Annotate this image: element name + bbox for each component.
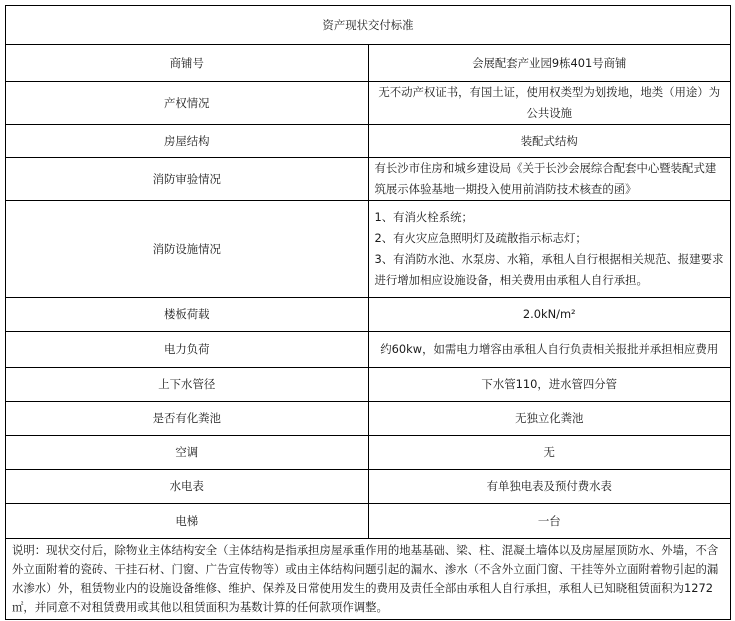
note-row	[6, 539, 731, 620]
fire-facility-item: 2、有火灾应急照明灯及疏散指示标志灯；	[374, 231, 587, 245]
delivery-standard-table	[5, 5, 731, 620]
row-label-floor-load: 楼板荷载	[6, 298, 369, 332]
row-value-power-load: 约60kw，如需电力增容由承租人自行负责相关报批并承担相应费用	[368, 332, 731, 368]
row-label-fire-facilities: 消防设施情况	[6, 201, 369, 298]
fire-facility-item: 3、有消防水池、水泵房、水箱，承租人自行根据相关规范、报建要求进行增加相应设施设备，相关费用由承租人自行承担。	[374, 252, 724, 287]
table-row	[6, 436, 731, 470]
table-row	[6, 504, 731, 539]
table-row	[6, 158, 731, 201]
title-row	[6, 6, 731, 45]
fire-facility-item: 1、有消火栓系统；	[374, 210, 473, 224]
row-label-property-rights: 产权情况	[6, 82, 369, 125]
row-label-septic-tank: 是否有化粪池	[6, 402, 369, 436]
row-value-fire-facilities	[368, 201, 731, 298]
row-value-elevator: 一台	[368, 504, 731, 539]
table-row	[6, 332, 731, 368]
row-label-power-load: 电力负荷	[6, 332, 369, 368]
table-row	[6, 402, 731, 436]
table-title: 资产现状交付标准	[6, 6, 731, 45]
row-value-shop-number: 会展配套产业园9栋401号商铺	[368, 45, 731, 82]
row-value-meters: 有单独电表及预付费水表	[368, 470, 731, 504]
table-row	[6, 368, 731, 402]
row-label-pipe-diameter: 上下水管径	[6, 368, 369, 402]
table-row	[6, 125, 731, 158]
row-label-air-conditioning: 空调	[6, 436, 369, 470]
table-row	[6, 201, 731, 298]
table-row	[6, 82, 731, 125]
row-value-fire-inspection: 有长沙市住房和城乡建设局《关于长沙会展综合配套中心暨装配式建筑展示体验基地一期投入使用前消防技术核查的函》	[368, 158, 731, 201]
row-value-building-structure: 装配式结构	[368, 125, 731, 158]
row-label-meters: 水电表	[6, 470, 369, 504]
row-label-shop-number: 商铺号	[6, 45, 369, 82]
table-row	[6, 470, 731, 504]
row-value-air-conditioning: 无	[368, 436, 731, 470]
table-row	[6, 298, 731, 332]
row-label-fire-inspection: 消防审验情况	[6, 158, 369, 201]
note-text: 说明：现状交付后，除物业主体结构安全（主体结构是指承担房屋承重作用的地基基础、梁、柱、混凝土墙体以及房屋屋顶防水、外墙，不含外立面附着的瓷砖、干挂石材、门窗、广告宣传物等）或由主体结构问题引起的漏水、渗水（不含外立面门窗、干挂等外立面附着物引起的漏水渗水）外，租赁物业内的设施设备维修、维护、保养及日常使用发生的费用及责任全部由承租人自行承担，承租人已知晓租赁面积为1272 ㎡，并同意不对租赁费用或其他以租赁面积为基数计算的任何款项作调整。	[6, 539, 731, 620]
table-row	[6, 45, 731, 82]
row-value-floor-load: 2.0kN/m²	[368, 298, 731, 332]
row-label-elevator: 电梯	[6, 504, 369, 539]
row-value-property-rights: 无不动产权证书，有国土证，使用权类型为划拨地，地类（用途）为公共设施	[368, 82, 731, 125]
row-label-building-structure: 房屋结构	[6, 125, 369, 158]
row-value-septic-tank: 无独立化粪池	[368, 402, 731, 436]
row-value-pipe-diameter: 下水管110，进水管四分管	[368, 368, 731, 402]
delivery-standard-document	[5, 5, 731, 620]
